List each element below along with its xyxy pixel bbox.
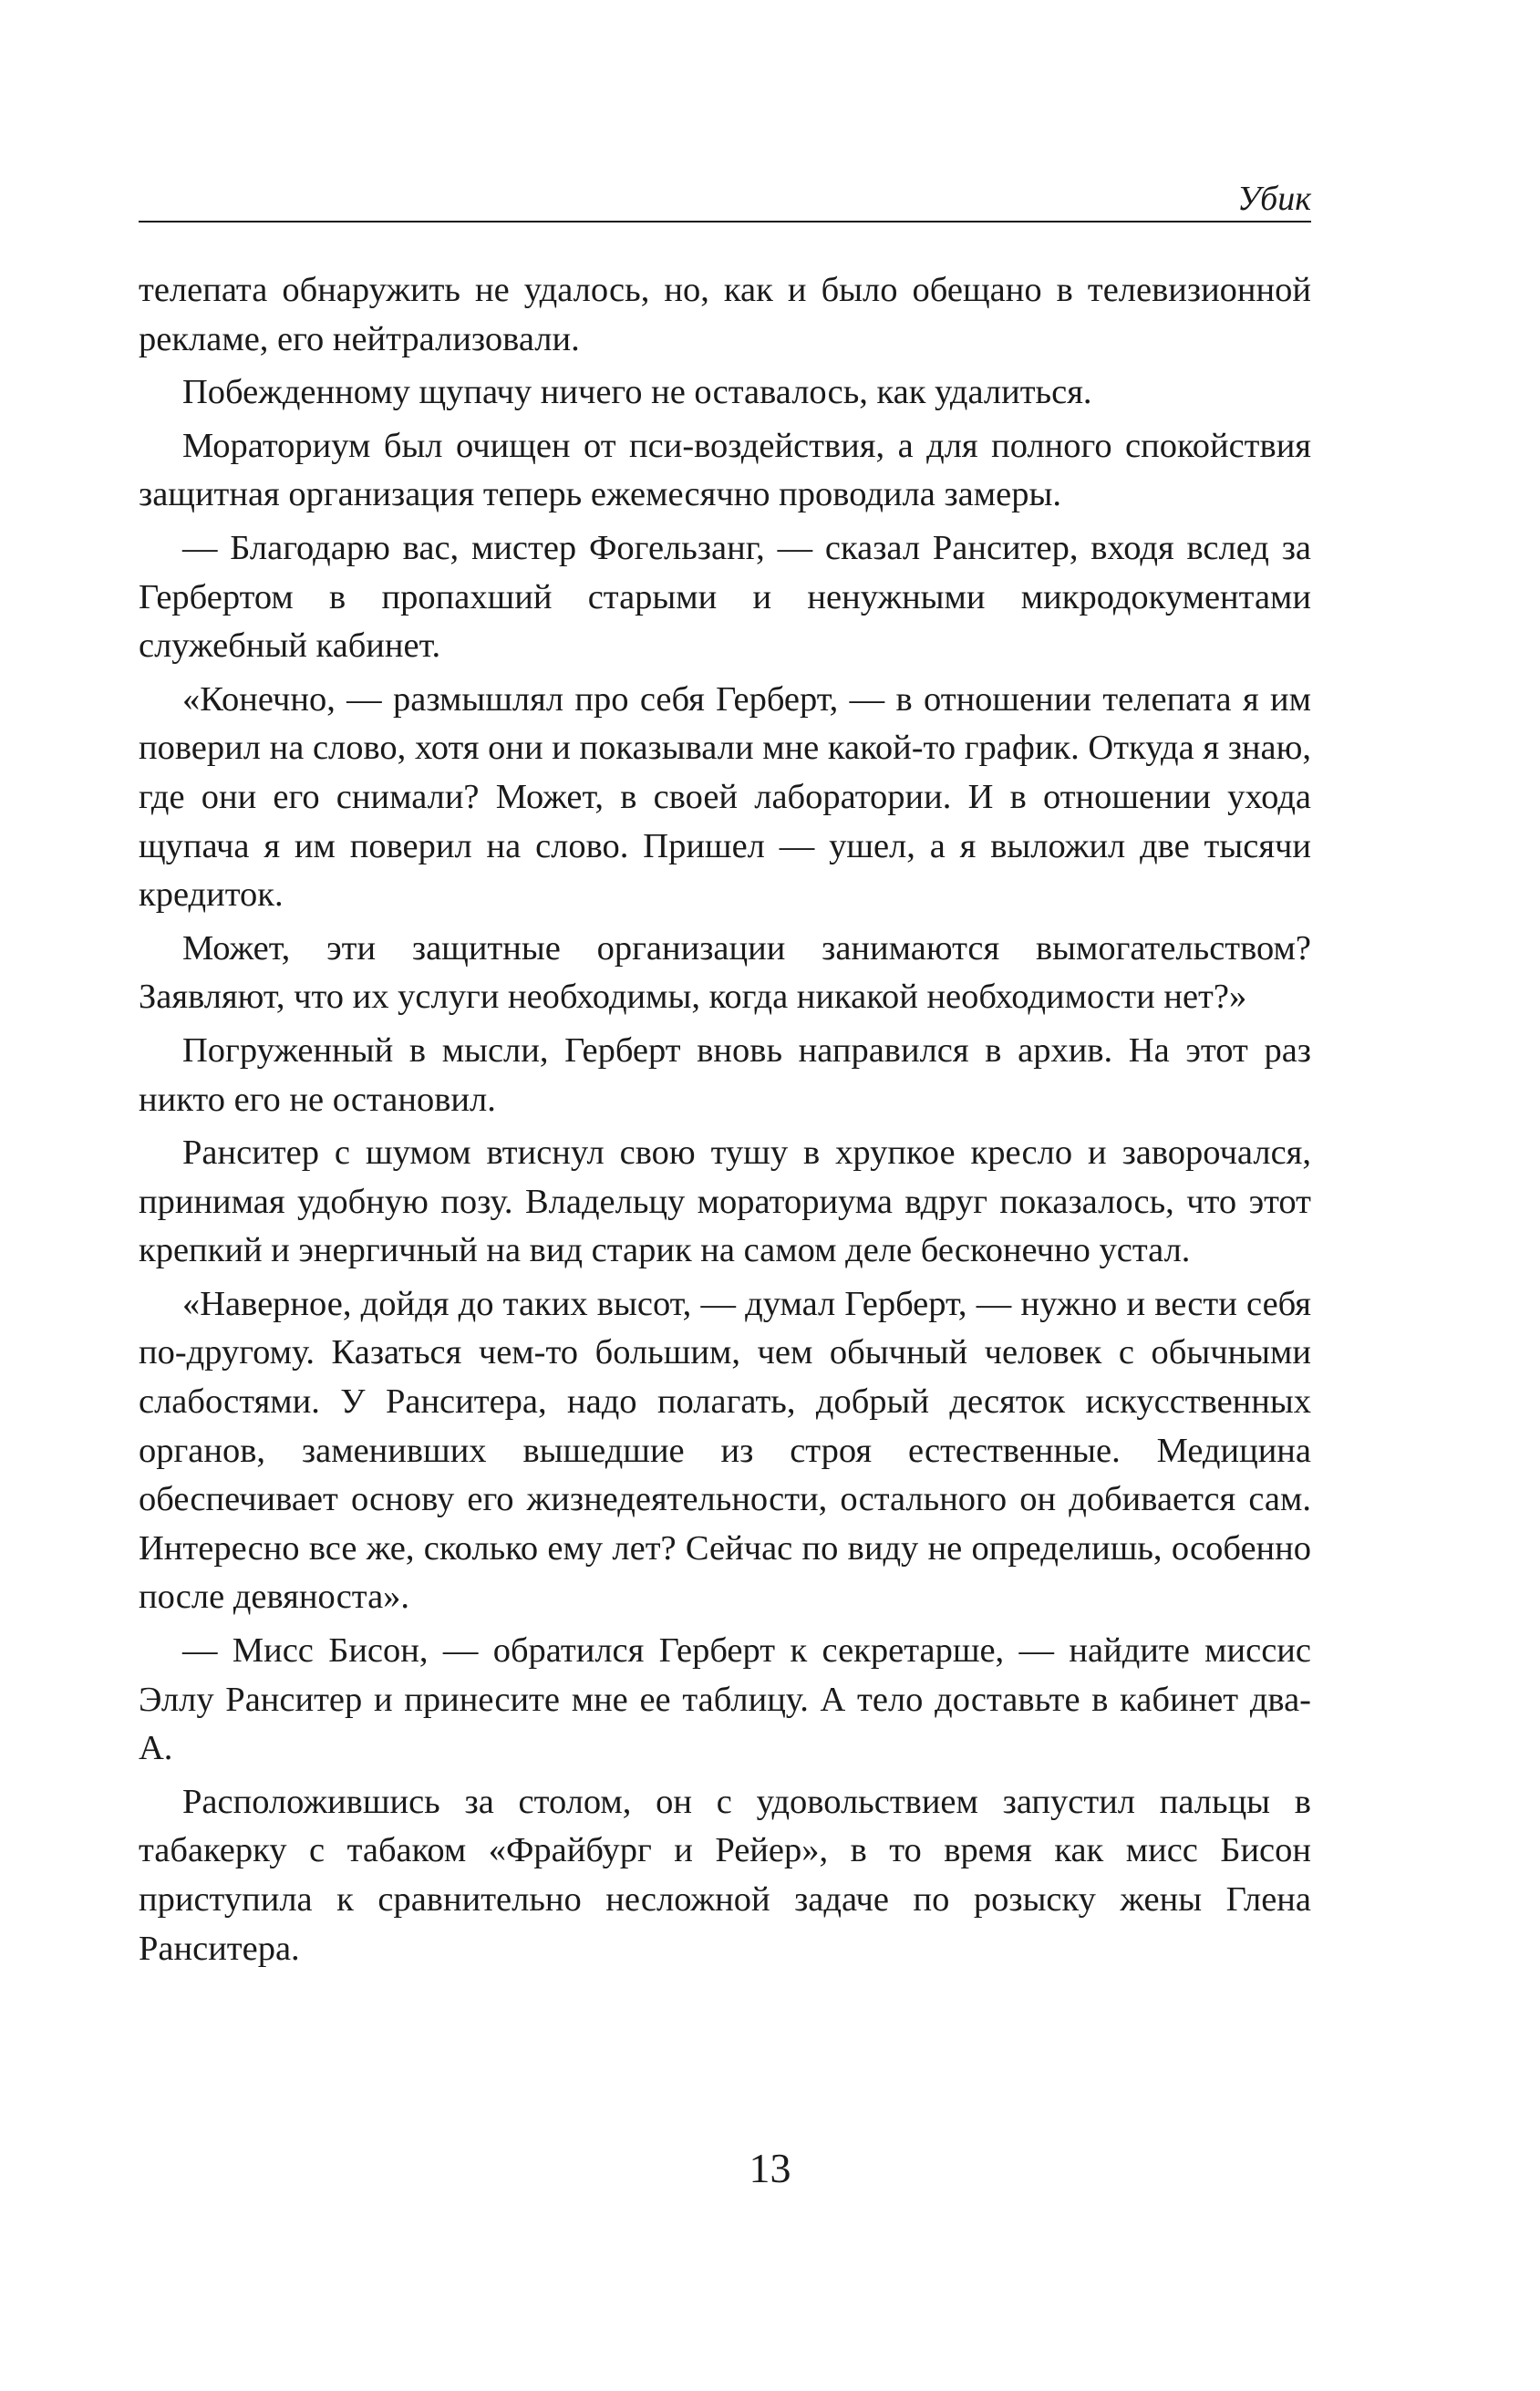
paragraph: телепата обнаружить не удалось, но, как и было обещано в телевизионной рекламе, его нейтрализовали. bbox=[139, 271, 1311, 358]
paragraph: Расположившись за столом, он с удовольствием запустил пальцы в табакерку с табаком «Фрайбург и Рейер», в то время как мисс Бисон приступила к сравнительно несложной задаче по розыску жены Глена Ранситера. bbox=[139, 1782, 1311, 1968]
paragraph: Погруженный в мысли, Герберт вновь направился в архив. На этот раз никто его не остановил. bbox=[139, 1030, 1311, 1119]
running-head-title: Убик bbox=[1237, 180, 1311, 218]
body-text bbox=[139, 266, 1311, 1978]
paragraph: — Мисс Бисон, — обратился Герберт к секретарше, — найдите миссис Эллу Ранситер и принесите мне ее таблицу. А тело доставьте в кабинет два-А. bbox=[139, 1631, 1311, 1768]
paragraph: Может, эти защитные организации занимаются вымогательством? Заявляют, что их услуги необходимы, когда никакой необходимости нет?» bbox=[139, 928, 1311, 1017]
page-number: 13 bbox=[749, 2145, 791, 2191]
paragraph: Ранситер с шумом втиснул свою тушу в хрупкое кресло и заворочался, принимая удобную позу. Владельцу мораториума вдруг показалось, что этот крепкий и энергичный на вид старик на самом деле бесконечно устал. bbox=[139, 1133, 1311, 1270]
running-head bbox=[139, 179, 1311, 223]
paragraph: Мораториум был очищен от пси-воздействия, а для полного спокойствия защитная организация теперь ежемесячно проводила замеры. bbox=[139, 426, 1311, 514]
paragraph: «Конечно, — размышлял про себя Герберт, — в отношении телепата я им поверил на слово, хотя они и показывали мне какой-то график. Откуда я знаю, где они его снимали? Может, в своей лаборатории. И в отношении ухода щупача я им поверил на слово. Пришел — ушел, а я выложил две тысячи кредиток. bbox=[139, 679, 1311, 915]
paragraph: — Благодарю вас, мистер Фогельзанг, — сказал Ранситер, входя вслед за Гербертом в пропахший старыми и ненужными микродокументами служебный кабинет. bbox=[139, 528, 1311, 666]
paragraph: Побежденному щупачу ничего не оставалось, как удалиться. bbox=[182, 373, 1092, 412]
paragraph: «Наверное, дойдя до таких высот, — думал Герберт, — нужно и вести себя по-другому. Казаться чем-то большим, чем обычный человек с обычными слабостями. У Ранситера, надо полагать, добрый десяток искусственных органов, заменивших вышедшие из строя естественные. Медицина обеспечивает основу его жизнедеятельности, остального он добивается сам. Интересно все же, сколько ему лет? Сейчас по виду не определишь, особенно после девяноста». bbox=[139, 1284, 1311, 1617]
